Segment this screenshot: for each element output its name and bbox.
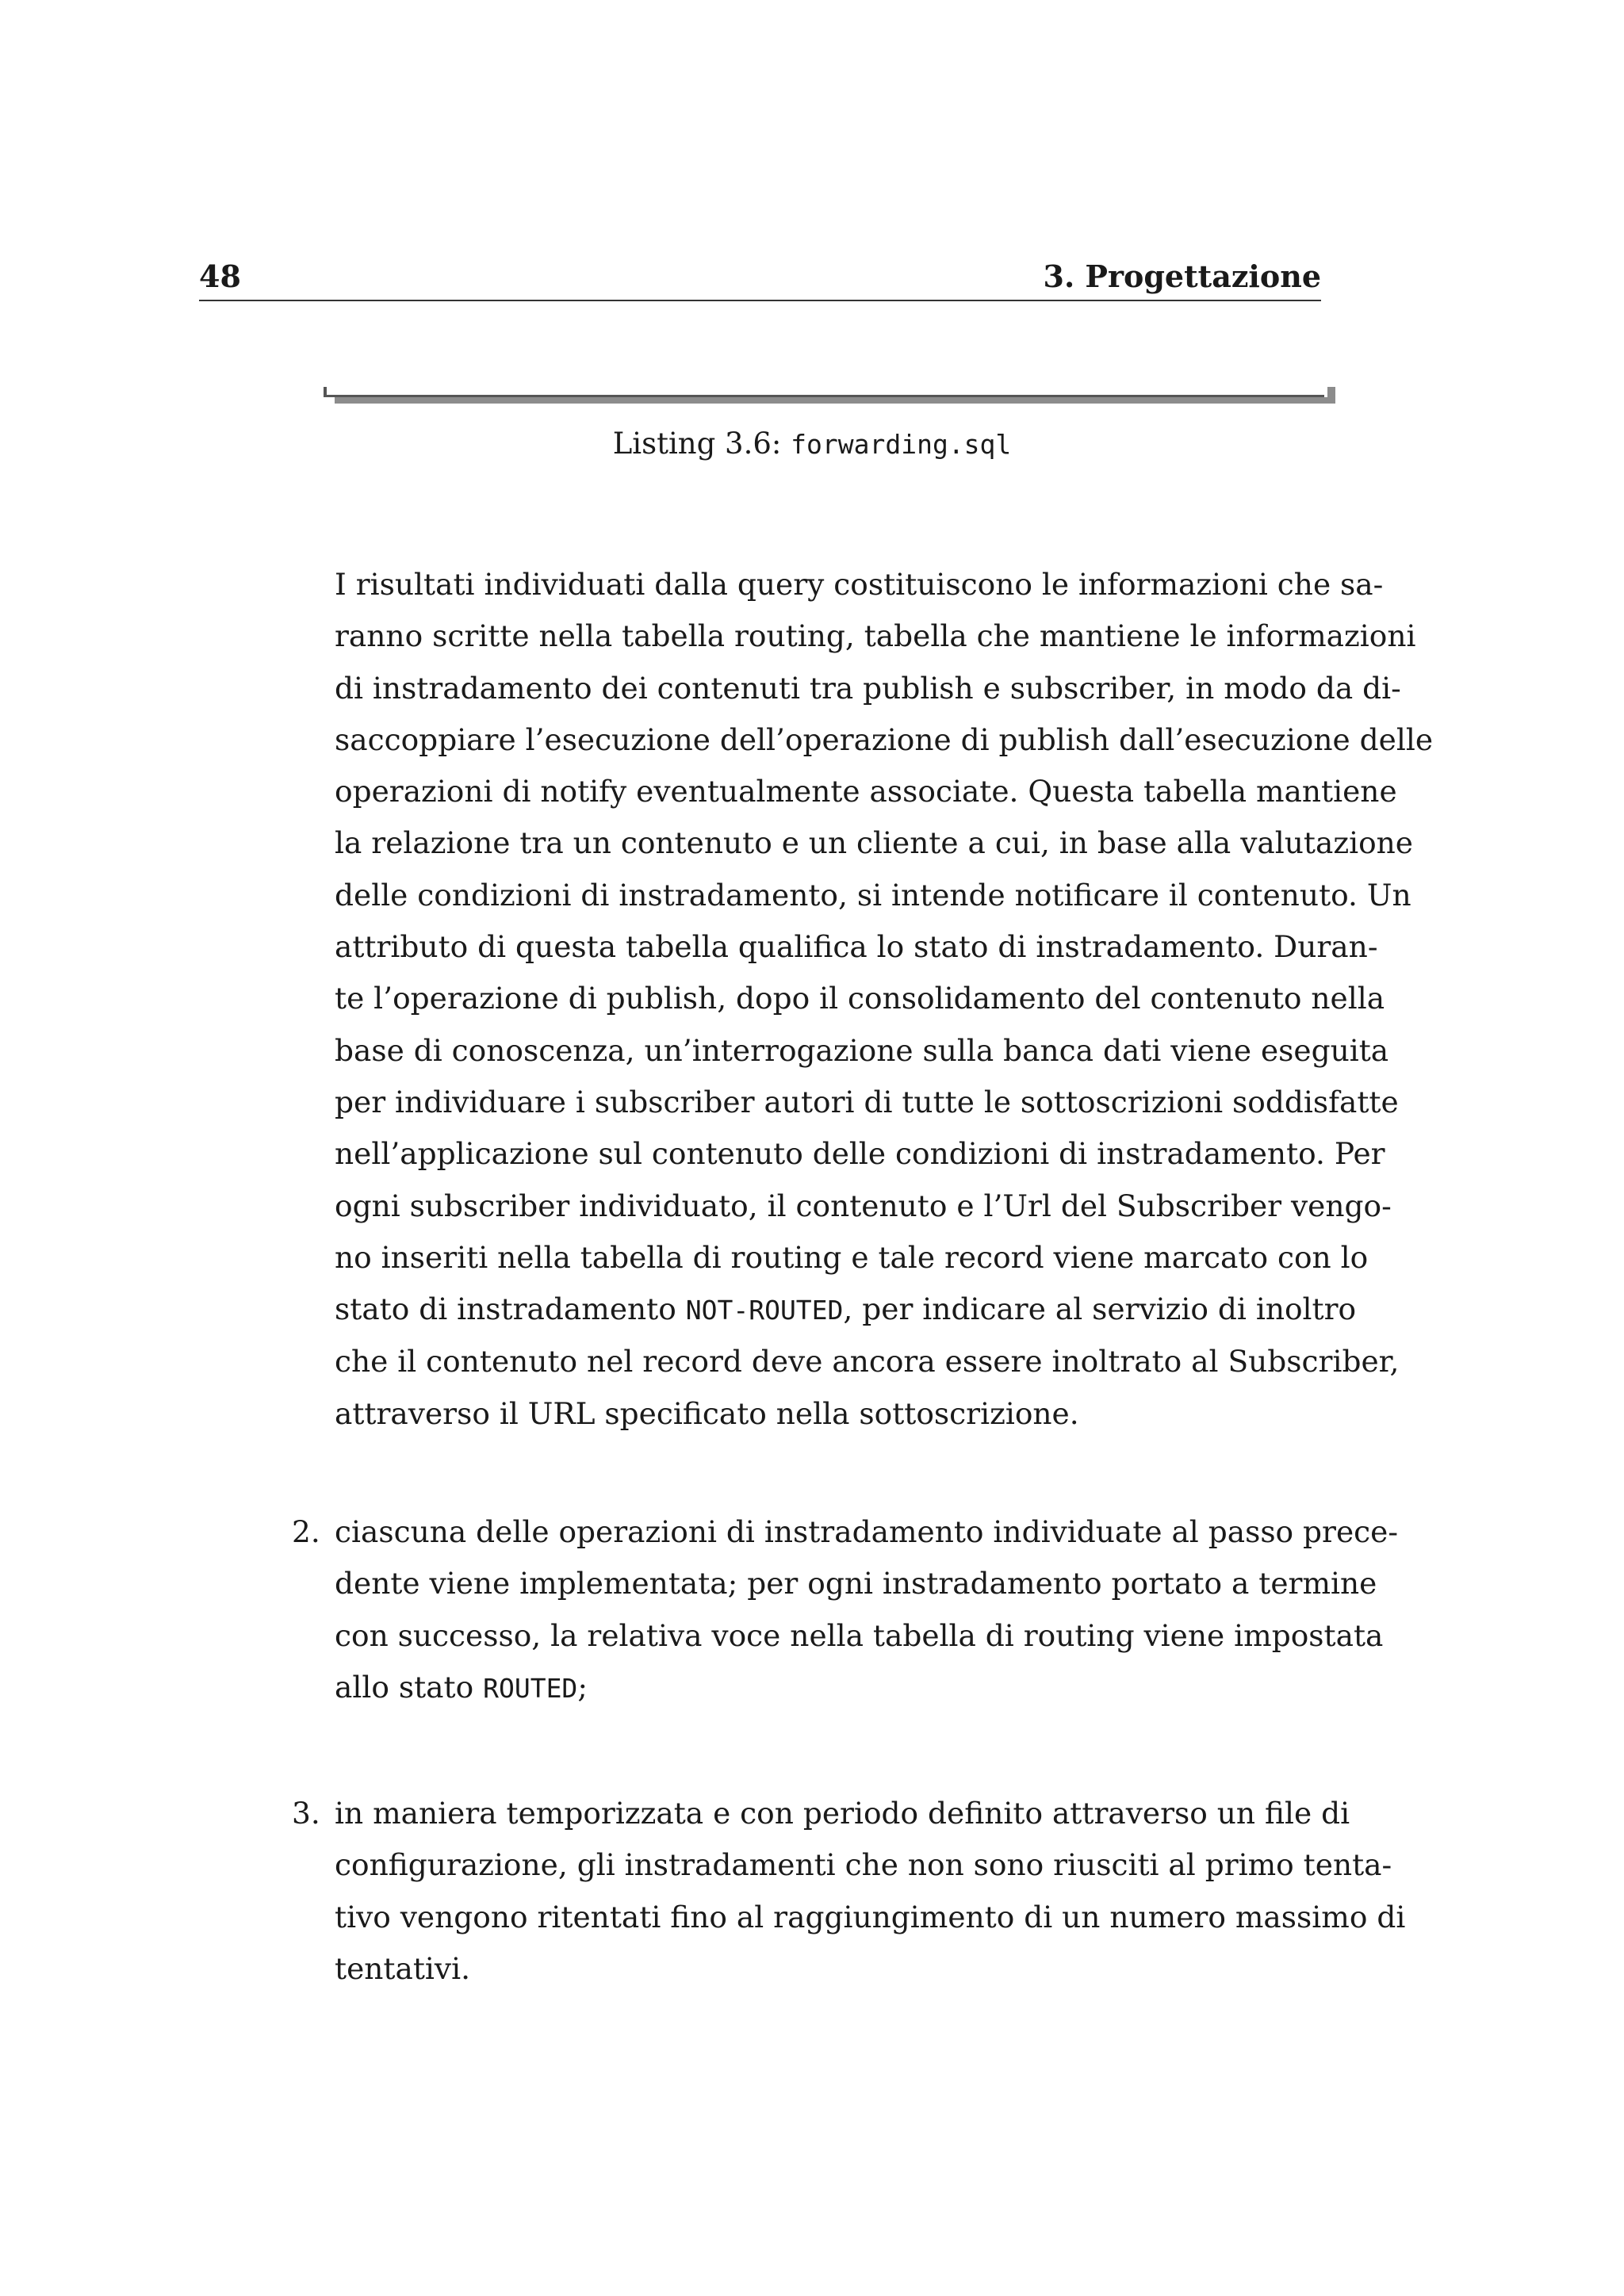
paragraph-line: base di conoscenza, un’interrogazione sulla banca dati viene eseguita bbox=[335, 1032, 1389, 1068]
list-item-text bbox=[335, 1506, 1399, 1714]
paragraph-line: per individuare i subscriber autori di tutte le sottoscrizioni soddisfatte bbox=[335, 1084, 1399, 1119]
page-number: 48 bbox=[199, 258, 241, 294]
listing-frame-shadow bbox=[335, 397, 1335, 404]
paragraph-line: attraverso il URL specificato nella sottoscrizione. bbox=[335, 1395, 1079, 1431]
paragraph-line: delle condizioni di instradamento, si intende notificare il contenuto. Un bbox=[335, 877, 1411, 913]
paragraph-line: di instradamento dei contenuti tra publish e subscriber, in modo da di- bbox=[335, 670, 1401, 706]
paragraph-line: saccoppiare l’esecuzione dell’operazione di publish dall’esecuzione delle bbox=[335, 721, 1434, 757]
line-text: ; bbox=[577, 1669, 588, 1705]
paragraph-line: che il contenuto nel record deve ancora essere inoltrato al Subscriber, bbox=[335, 1344, 1400, 1380]
listing-caption-filename: forwarding.sql bbox=[791, 429, 1012, 460]
list-line: configurazione, gli instradamenti che non sono riusciti al primo tenta- bbox=[335, 1847, 1392, 1883]
list-line: con successo, la relativa voce nella tabella di routing viene impostata bbox=[335, 1617, 1384, 1653]
list-item-text bbox=[335, 1788, 1406, 1995]
paragraph-line: la relazione tra un contenuto e un cliente a cui, in base alla valutazione bbox=[335, 825, 1413, 861]
listing-frame-shadow-edge bbox=[1327, 387, 1335, 404]
line-text: , per indicare al servizio di inoltro bbox=[843, 1292, 1357, 1327]
list-line: dente viene implementata; per ogni instradamento portato a termine bbox=[335, 1566, 1377, 1601]
paragraph-line: te l’operazione di publish, dopo il consolidamento del contenuto nella bbox=[335, 981, 1385, 1016]
chapter-title: 3. Progettazione bbox=[1043, 258, 1321, 294]
listing-caption bbox=[0, 427, 1624, 461]
paragraph-line: ranno scritte nella tabella routing, tabella che mantiene le informazioni bbox=[335, 618, 1416, 654]
main-paragraph bbox=[335, 559, 1434, 1440]
paragraph-line: operazioni di notify eventualmente associate. Questa tabella mantiene bbox=[335, 774, 1397, 809]
line-text: allo stato bbox=[335, 1669, 484, 1705]
list-line: ciascuna delle operazioni di instradamento individuate al passo prece- bbox=[335, 1514, 1399, 1549]
paragraph-line: ogni subscriber individuato, il contenuto e l’Url del Subscriber vengo- bbox=[335, 1188, 1392, 1223]
paragraph-line-with-code bbox=[335, 1284, 1357, 1336]
list-item-number: 3. bbox=[292, 1796, 320, 1831]
list-item-number: 2. bbox=[292, 1514, 320, 1549]
listing-frame-bottom bbox=[324, 387, 1335, 403]
list-line: tivo vengono ritentati fino al raggiungimento di un numero massimo di bbox=[335, 1899, 1406, 1934]
inline-code-not-routed: NOT-ROUTED bbox=[685, 1295, 844, 1326]
list-line-with-code bbox=[335, 1662, 1321, 1714]
list-line: tentativi. bbox=[335, 1950, 471, 1986]
running-header bbox=[199, 255, 1321, 301]
list-line: in maniera temporizzata e con periodo definito attraverso un file di bbox=[335, 1796, 1350, 1831]
paragraph-line: nell’applicazione sul contenuto delle condizioni di instradamento. Per bbox=[335, 1136, 1385, 1172]
inline-code-routed: ROUTED bbox=[483, 1672, 578, 1704]
line-text: stato di instradamento bbox=[335, 1292, 686, 1327]
listing-caption-label: Listing 3.6: bbox=[612, 427, 791, 461]
paragraph-line: no inseriti nella tabella di routing e tale record viene marcato con lo bbox=[335, 1239, 1369, 1275]
paragraph-line: I risultati individuati dalla query costituiscono le informazioni che sa- bbox=[335, 567, 1384, 602]
paragraph-line: attributo di questa tabella qualifica lo stato di instradamento. Duran- bbox=[335, 929, 1378, 965]
